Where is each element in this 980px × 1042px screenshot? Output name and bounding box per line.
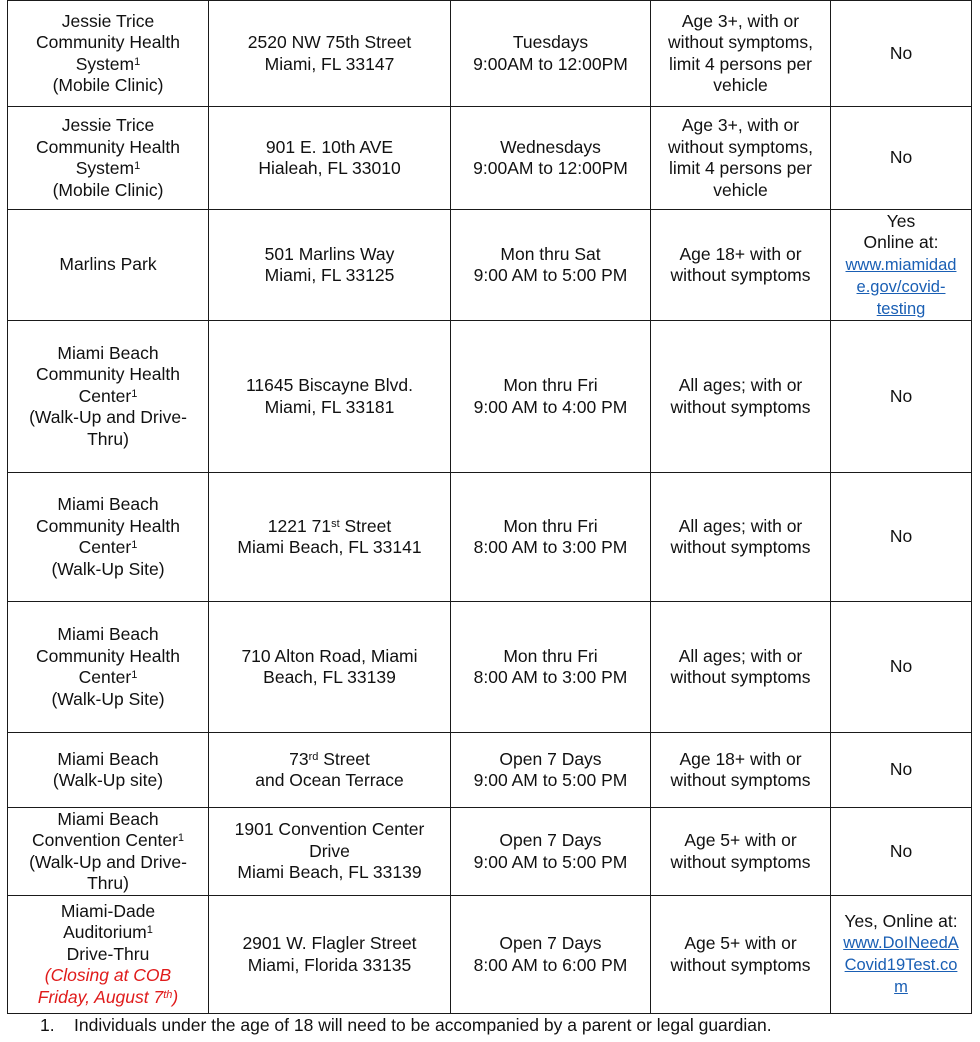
address-cell: 11645 Biscayne Blvd. Miami, FL 33181 [209, 321, 451, 473]
table-row [8, 473, 972, 602]
footnote [40, 1015, 772, 1036]
hours-cell: Open 7 Days 8:00 AM to 6:00 PM [451, 896, 651, 1014]
site-name-cell: Jessie Trice Community Health System$^1$ (Mobile Clinic) [8, 1, 209, 107]
footnote-marker: 1 [131, 669, 138, 681]
appointment-cell: No [831, 733, 972, 808]
table-row [8, 602, 972, 733]
online-booking-link[interactable]: www.miamidad e.gov/covid- testing [845, 255, 957, 318]
address-cell: 1901 Convention Center Drive Miami Beach, FL 33139 [209, 808, 451, 896]
hours-cell: Mon thru Fri 8:00 AM to 3:00 PM [451, 602, 651, 733]
appointment-cell: No [831, 321, 972, 473]
eligibility-cell: Age 3+, with or without symptoms, limit 4 persons per vehicle [651, 1, 831, 107]
eligibility-cell: Age 18+ with or without symptoms [651, 733, 831, 808]
table-row [8, 808, 972, 896]
hours-cell: Tuesdays 9:00AM to 12:00PM [451, 1, 651, 107]
site-name-cell: Miami Beach Community Health Center$^1$ (Walk-Up Site) [8, 473, 209, 602]
testing-sites-table [7, 0, 972, 1014]
footnote-marker: 1 [177, 832, 185, 844]
footnote-marker: 1 [131, 387, 138, 400]
address-cell: 1221 71st Street Miami Beach, FL 33141 [209, 473, 451, 602]
table-row [8, 321, 972, 473]
site-name-cell: Miami-Dade Auditorium$^1$ Drive-Thru (Closing at COB Friday, August 7th) [8, 896, 209, 1014]
table-row [8, 896, 972, 1014]
address-cell: 2520 NW 75th Street Miami, FL 33147 [209, 1, 451, 107]
site-name-cell: Miami Beach (Walk-Up site) [8, 733, 209, 808]
address-cell: 901 E. 10th AVE Hialeah, FL 33010 [209, 107, 451, 210]
site-name-cell: Marlins Park [8, 210, 209, 321]
footnote-marker: 1 [146, 924, 153, 937]
hours-cell: Open 7 Days 9:00 AM to 5:00 PM [451, 808, 651, 896]
eligibility-cell: All ages; with or without symptoms [651, 602, 831, 733]
address-cell: 2901 W. Flagler Street Miami, Florida 33135 [209, 896, 451, 1014]
site-name-cell: Miami Beach Community Health Center$^1$ (Walk-Up Site) [8, 602, 209, 733]
appointment-cell: No [831, 602, 972, 733]
eligibility-cell: All ages; with or without symptoms [651, 473, 831, 602]
footnote-number: 1. [40, 1015, 55, 1035]
table-row [8, 107, 972, 210]
address-cell: 501 Marlins Way Miami, FL 33125 [209, 210, 451, 321]
appointment-cell: No [831, 1, 972, 107]
address-cell: 710 Alton Road, Miami Beach, FL 33139 [209, 602, 451, 733]
hours-cell: Open 7 Days 9:00 AM to 5:00 PM [451, 733, 651, 808]
eligibility-cell: All ages; with or without symptoms [651, 321, 831, 473]
site-name-cell: Miami Beach Community Health Center$^1$ (Walk-Up and Drive- Thru) [8, 321, 209, 473]
site-name-cell: Miami Beach Convention Center$^1$ (Walk-Up and Drive- Thru) [8, 808, 209, 896]
eligibility-cell: Age 5+ with or without symptoms [651, 808, 831, 896]
online-booking-link[interactable]: www.DoINeedA Covid19Test.co m [843, 934, 959, 997]
eligibility-cell: Age 3+, with or without symptoms, limit 4 persons per vehicle [651, 107, 831, 210]
appointment-cell: No [831, 808, 972, 896]
footnote-marker: 1 [134, 55, 141, 68]
footnote-marker: 1 [134, 160, 141, 172]
hours-cell: Mon thru Fri 8:00 AM to 3:00 PM [451, 473, 651, 602]
appointment-cell: Yes Online at: www.miamidad e.gov/covid- testing [831, 210, 972, 321]
footnote-marker: 1 [131, 539, 138, 551]
address-cell: 73rd Street and Ocean Terrace [209, 733, 451, 808]
hours-cell: Wednesdays 9:00AM to 12:00PM [451, 107, 651, 210]
table-row [8, 733, 972, 808]
table-row [8, 210, 972, 321]
closing-notice: (Closing at COB Friday, August 7th) [37, 965, 179, 1007]
appointment-cell: Yes, Online at: www.DoINeedA Covid19Test.co m [831, 896, 972, 1014]
appointment-cell: No [831, 473, 972, 602]
eligibility-cell: Age 18+ with or without symptoms [651, 210, 831, 321]
footnote-text: Individuals under the age of 18 will need to be accompanied by a parent or legal guardian. [74, 1015, 772, 1035]
appointment-cell: No [831, 107, 972, 210]
hours-cell: Mon thru Sat 9:00 AM to 5:00 PM [451, 210, 651, 321]
table-row [8, 1, 972, 107]
eligibility-cell: Age 5+ with or without symptoms [651, 896, 831, 1014]
hours-cell: Mon thru Fri 9:00 AM to 4:00 PM [451, 321, 651, 473]
site-name-cell: Jessie Trice Community Health System$^1$ (Mobile Clinic) [8, 107, 209, 210]
